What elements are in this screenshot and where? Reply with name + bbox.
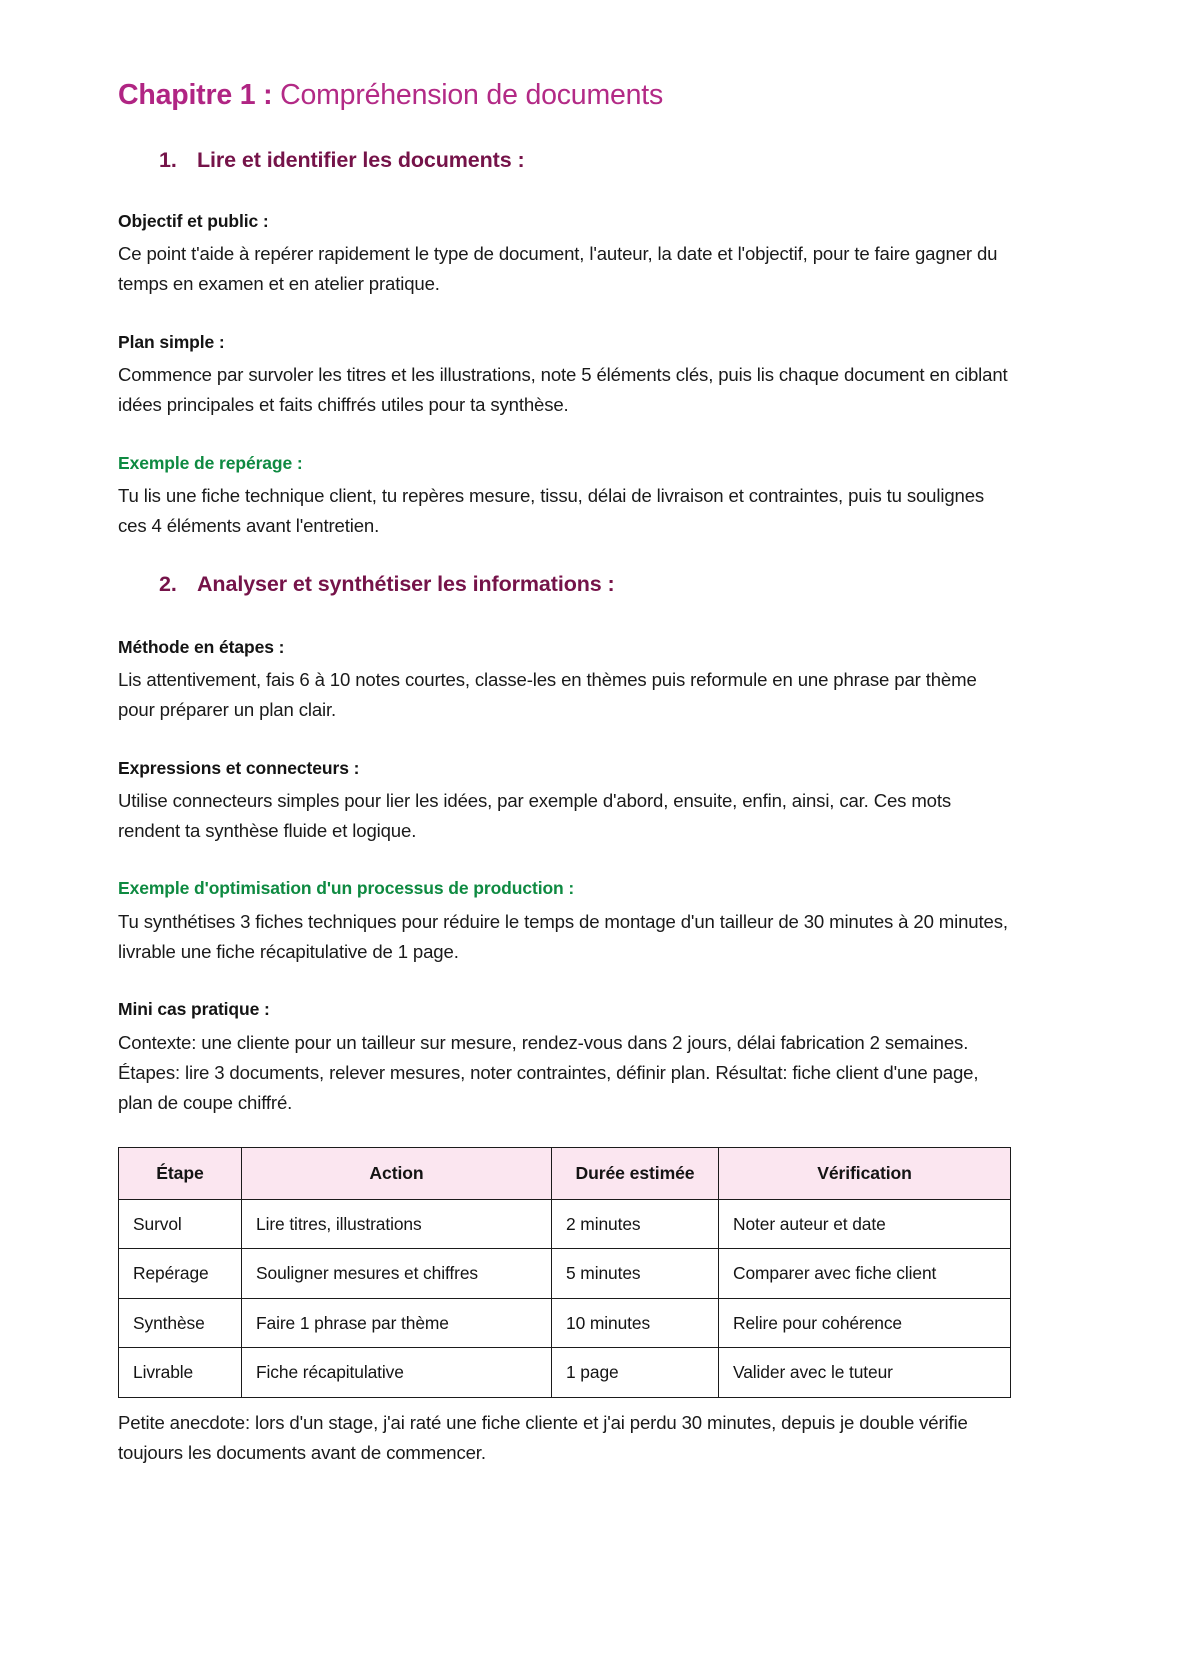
cell-etape: Livrable [119,1348,242,1398]
section-title-1: Lire et identifier les documents : [197,147,525,172]
chapter-label: Chapitre 1 : [118,79,273,111]
table-row [119,1298,1011,1348]
cell-etape: Survol [119,1199,242,1249]
section-heading-1 [118,148,1015,173]
block-label-objectif: Objectif et public : [118,210,269,231]
cell-action: Fiche récapitulative [242,1348,552,1398]
block-label-mini-cas: Mini cas pratique : [118,999,270,1020]
table-header-verification: Vérification [719,1147,1011,1199]
cell-duree: 5 minutes [552,1249,719,1299]
cell-verification: Valider avec le tuteur [719,1348,1011,1398]
block-label-exemple-optimisation: Exemple d'optimisation d'un processus de production : [118,878,575,899]
block-label-plan-simple: Plan simple : [118,331,225,352]
cell-verification: Relire pour cohérence [719,1298,1011,1348]
table-row [119,1199,1011,1249]
content-block-plan-simple [118,330,1015,421]
page-title [118,78,1015,114]
content-block-mini-cas [118,997,1015,1118]
content-block-exemple-optimisation [118,876,1015,967]
block-body-objectif: Ce point t'aide à repérer rapidement le type de document, l'auteur, la date et l'objectif, pour te faire gagner du temps en examen et en atelier pratique. [118,243,998,295]
table-header-action: Action [242,1147,552,1199]
section-title-2: Analyser et synthétiser les informations : [197,571,615,596]
content-block-methode [118,635,1015,726]
cell-verification: Noter auteur et date [719,1199,1011,1249]
content-block-exemple-reperage [118,451,1015,542]
block-body-expressions: Utilise connecteurs simples pour lier les idées, par exemple d'abord, ensuite, enfin, ainsi, car. Ces mots rendent ta synthèse fluide et logique. [118,789,952,842]
cell-etape: Synthèse [119,1298,242,1348]
cell-duree: 2 minutes [552,1199,719,1249]
cell-action: Faire 1 phrase par thème [242,1298,552,1348]
cell-action: Souligner mesures et chiffres [242,1249,552,1299]
section-number-2: 2. [159,571,177,596]
cell-verification: Comparer avec fiche client [719,1249,1011,1299]
content-block-objectif [118,209,1015,300]
table-row [119,1249,1011,1299]
cell-etape: Repérage [119,1249,242,1299]
block-body-mini-cas: Contexte: une cliente pour un tailleur sur mesure, rendez-vous dans 2 jours, délai fabrication 2 semaines. Étapes: lire 3 documents, relever mesures, noter contraintes, définir plan. Résultat: fiche client d'une page, plan de coupe chiffré. [118,1031,979,1114]
content-block-expressions [118,756,1015,847]
table-header-etape: Étape [119,1147,242,1199]
block-body-exemple-reperage: Tu lis une fiche technique client, tu repères mesure, tissu, délai de livraison et contraintes, puis tu soulignes ces 4 éléments avant l'entretien. [118,484,985,537]
chapter-subject: Compréhension de documents [280,79,664,111]
table-row [119,1348,1011,1398]
block-body-exemple-optimisation: Tu synthétises 3 fiches techniques pour réduire le temps de montage d'un tailleur de 30 minutes à 20 minutes, livrable une fiche récapitulative de 1 page. [118,910,1008,963]
cell-duree: 1 page [552,1348,719,1398]
cell-duree: 10 minutes [552,1298,719,1348]
cell-action: Lire titres, illustrations [242,1199,552,1249]
block-body-plan-simple: Commence par survoler les titres et les illustrations, note 5 éléments clés, puis lis chaque document en ciblant idées principales et faits chiffrés utiles pour ta synthèse. [118,363,1008,416]
block-label-expressions: Expressions et connecteurs : [118,757,360,778]
section-number-1: 1. [159,147,177,172]
block-label-exemple-reperage: Exemple de repérage : [118,452,303,473]
block-label-methode: Méthode en étapes : [118,636,285,657]
closing-note: Petite anecdote: lors d'un stage, j'ai raté une fiche cliente et j'ai perdu 30 minutes, depuis je double vérifie toujours les documents avant de commencer. [118,1412,968,1464]
block-body-methode: Lis attentivement, fais 6 à 10 notes courtes, classe-les en thèmes puis reformule en une phrase par thème pour préparer un plan clair. [118,668,977,721]
table-header-row [119,1147,1011,1199]
table-header-duree: Durée estimée [552,1147,719,1199]
steps-table [118,1147,1011,1398]
section-heading-2 [118,572,1015,597]
